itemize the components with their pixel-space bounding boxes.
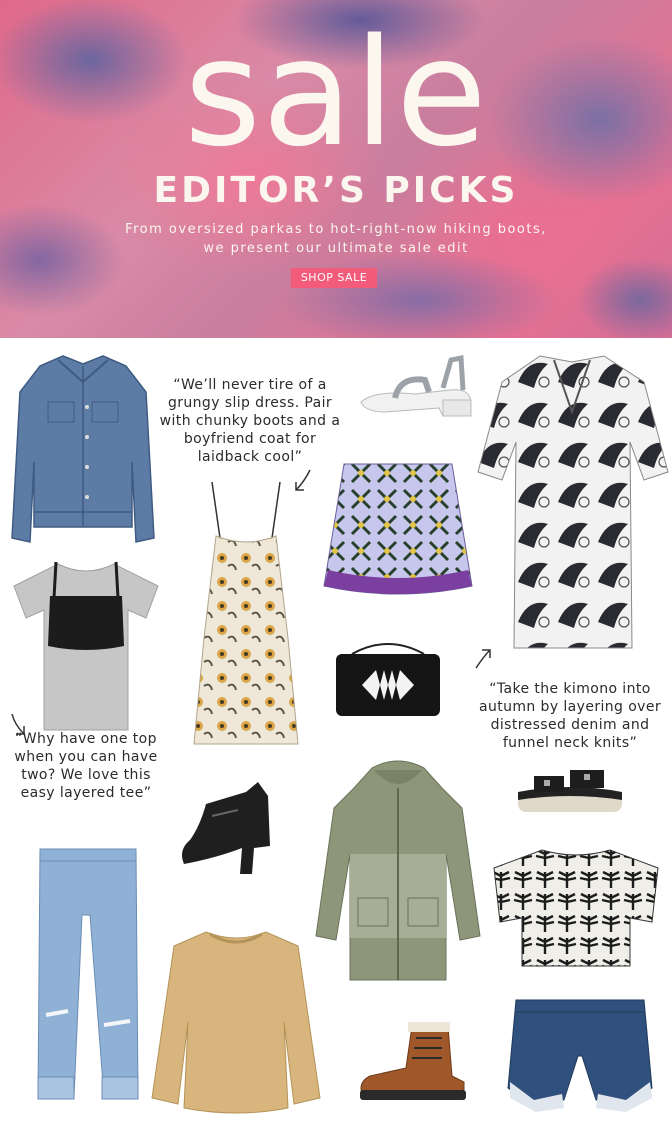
- kimono-quote: [470, 680, 670, 752]
- boyfriend-jeans-image[interactable]: [34, 845, 142, 1127]
- knit-sweater-image[interactable]: [148, 926, 324, 1116]
- kimono-image[interactable]: [474, 352, 670, 658]
- quote-line: distressed denim and: [490, 717, 650, 733]
- quote-line: two? We love this: [21, 767, 151, 783]
- quote-line: with chunky boots and a: [159, 413, 341, 429]
- slip-dress-quote: [150, 376, 350, 466]
- palm-print-top-image[interactable]: [490, 846, 662, 970]
- denim-shorts-image[interactable]: [506, 996, 654, 1114]
- quote-line: laidback cool”: [197, 449, 303, 465]
- arrow-icon: [472, 646, 494, 672]
- layered-tee-image[interactable]: [10, 558, 162, 733]
- layered-tee-quote: [0, 730, 172, 802]
- shop-sale-button[interactable]: SHOP SALE: [291, 268, 377, 288]
- heeled-boot-image[interactable]: [176, 776, 282, 876]
- quote-line: funnel neck knits”: [502, 735, 638, 751]
- quote-line: autumn by layering over: [478, 699, 662, 715]
- quote-line: “Take the kimono into: [489, 681, 651, 697]
- clutch-bag-image[interactable]: [332, 640, 444, 720]
- quote-line: grungy slip dress. Pair: [167, 395, 333, 411]
- hero-headline: sale: [184, 7, 488, 179]
- silver-sandal-image[interactable]: [355, 350, 480, 425]
- hero-subtitle-line: From oversized parkas to hot-right-now hiking boots,: [125, 222, 547, 237]
- denim-jacket-image[interactable]: [8, 352, 158, 547]
- quote-line: boyfriend coat for: [183, 431, 317, 447]
- flatform-sandal-image[interactable]: [514, 762, 626, 818]
- hero-banner: [0, 0, 672, 338]
- quote-line: when you can have: [14, 749, 158, 765]
- printed-skirt-image[interactable]: [322, 460, 474, 602]
- quote-line: “Why have one top: [15, 731, 157, 747]
- quote-line: easy layered tee”: [20, 785, 152, 801]
- hiking-boot-image[interactable]: [356, 1020, 468, 1102]
- parka-image[interactable]: [312, 758, 484, 990]
- slip-dress-image[interactable]: [190, 478, 302, 748]
- hero-subtitle: [0, 220, 672, 258]
- hero-subtitle-line: we present our ultimate sale edit: [203, 241, 469, 256]
- hero-title: EDITOR’S PICKS: [153, 170, 519, 211]
- quote-line: “We’ll never tire of a: [173, 377, 327, 393]
